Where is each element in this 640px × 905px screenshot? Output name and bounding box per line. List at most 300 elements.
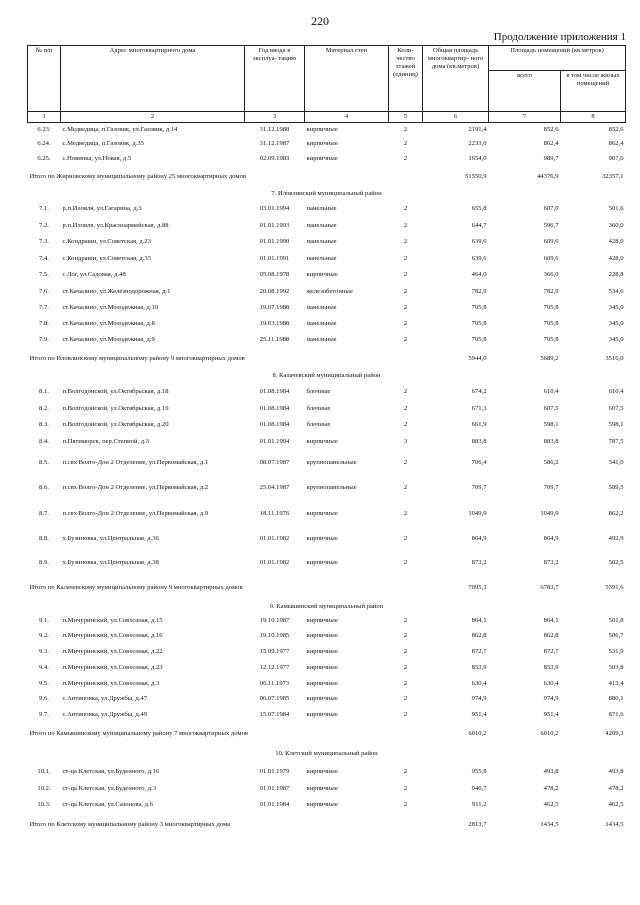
cell-area-all: 705,8 bbox=[543, 335, 559, 343]
total-label: Итого по Клетскому муниципальному району 3 многоквартирных дома bbox=[29, 821, 231, 829]
cell-year: 06.11.1973 bbox=[259, 679, 290, 687]
district-section-row bbox=[28, 745, 626, 763]
cell-year: 01.01.1982 bbox=[259, 534, 290, 542]
cell-total-area: 706,4 bbox=[471, 458, 487, 466]
table-row bbox=[28, 218, 626, 234]
cell-floors: 2 bbox=[403, 254, 408, 262]
cell-address: п.Волгодонской, ул.Октябрьская, д.19 bbox=[62, 404, 169, 412]
table-row bbox=[28, 551, 626, 575]
cell-floors: 2 bbox=[403, 710, 408, 718]
cell-total-area: 911,2 bbox=[471, 800, 487, 808]
cell-year: 19.10.1985 bbox=[259, 632, 290, 640]
cell-total-area: 1049,9 bbox=[468, 509, 487, 517]
cell-year: 18.11.1976 bbox=[259, 509, 290, 517]
cell-address: ст-ца Клетская, ул.Сазонова, д.6 bbox=[62, 800, 153, 808]
cell-area-all: 709,7 bbox=[543, 484, 559, 492]
table-row bbox=[28, 401, 626, 417]
table-row bbox=[28, 383, 626, 401]
table-row bbox=[28, 476, 626, 501]
cell-num: 10.1. bbox=[37, 767, 51, 775]
cell-address: ст-ца Клетская, ул.Буденного, д.3 bbox=[62, 784, 156, 792]
cell-area-all: 607,5 bbox=[543, 404, 559, 412]
col-number-4: 4 bbox=[305, 112, 389, 123]
cell-num: 9.2. bbox=[39, 632, 49, 640]
cell-area-all: 705,8 bbox=[543, 319, 559, 327]
table-row bbox=[28, 152, 626, 166]
cell-material: кирпичные bbox=[306, 710, 338, 718]
cell-address: п.свх Волго-Дон 2 Отделение, ул.Первомайская, д.1 bbox=[62, 458, 209, 466]
cell-address: р.п.Иловля, ул.Красноармейская, д.88 bbox=[62, 221, 169, 229]
cell-area-residential: 598,1 bbox=[608, 421, 624, 429]
cell-num: 9.3. bbox=[39, 647, 49, 655]
cell-total-area: 705,8 bbox=[471, 303, 487, 311]
cell-material: кирпичные bbox=[306, 125, 338, 133]
cell-total-area: 2191,4 bbox=[468, 125, 487, 133]
cell-year: 19.07.1988 bbox=[259, 303, 290, 311]
col-number-6: 6 bbox=[423, 112, 489, 123]
apartment-buildings-table bbox=[27, 45, 626, 837]
cell-address: с.Медведица, п.Газовик, д.35 bbox=[62, 140, 144, 148]
district-heading: 10. Клетский муниципальный район bbox=[275, 749, 378, 757]
cell-year: 15.09.1977 bbox=[259, 647, 290, 655]
district-total-row bbox=[28, 813, 626, 837]
cell-material: панельные bbox=[306, 335, 337, 343]
cell-area-all: 366,0 bbox=[543, 271, 559, 279]
cell-material: панельные bbox=[306, 205, 337, 213]
cell-area-all: 951,4 bbox=[543, 710, 559, 718]
cell-area-residential: 360,0 bbox=[608, 221, 624, 229]
cell-area-all: 462,5 bbox=[543, 800, 559, 808]
table-row bbox=[28, 692, 626, 707]
cell-material: крупнопанельные bbox=[306, 484, 357, 492]
cell-area-residential: 341,0 bbox=[608, 458, 624, 466]
cell-floors: 2 bbox=[403, 534, 408, 542]
cell-area-residential: 534,6 bbox=[608, 287, 624, 295]
cell-area-all: 782,9 bbox=[543, 287, 559, 295]
cell-area-residential: 228,8 bbox=[608, 271, 624, 279]
table-row bbox=[28, 434, 626, 450]
cell-year: 01.01.1984 bbox=[259, 800, 290, 808]
cell-total-area: 864,9 bbox=[471, 534, 487, 542]
cell-area-all: 478,2 bbox=[543, 784, 559, 792]
cell-num: 7.1. bbox=[39, 205, 49, 213]
cell-address: с.Новинка, ул.Новая, д.5 bbox=[62, 154, 132, 162]
district-section-row bbox=[28, 188, 626, 201]
cell-address: ст.Качалино, ул.Молодежная, д.10 bbox=[62, 303, 159, 311]
cell-year: 19.03.1988 bbox=[259, 319, 290, 327]
table-row bbox=[28, 417, 626, 434]
cell-total-area: 671,3 bbox=[471, 404, 487, 412]
cell-address: ст.Качалино, ул.Железнодорожная, д.1 bbox=[62, 287, 171, 295]
cell-area-residential: 531,9 bbox=[608, 647, 624, 655]
cell-total-area: 464,0 bbox=[471, 271, 487, 279]
cell-address: с.Антиповка, ул.Дружбы, д.47 bbox=[62, 695, 148, 703]
total-label: Итого по Калачевскому муниципальному району 9 многоквартирных домов bbox=[29, 584, 243, 592]
cell-area-residential: 345,0 bbox=[608, 319, 624, 327]
cell-floors: 3 bbox=[403, 437, 408, 445]
cell-floors: 2 bbox=[403, 238, 408, 246]
cell-num: 7.3. bbox=[39, 238, 49, 246]
cell-area-all: 873,2 bbox=[543, 558, 559, 566]
cell-total-area: 873,2 bbox=[471, 558, 487, 566]
cell-year: 01.08.1984 bbox=[259, 404, 290, 412]
cell-total-area: 864,1 bbox=[471, 616, 487, 624]
cell-material: кирпичные bbox=[306, 437, 338, 445]
district-heading: 7. Иловлинский муниципальный район bbox=[271, 190, 382, 198]
cell-floors: 2 bbox=[403, 679, 408, 687]
cell-total-area: 883,8 bbox=[471, 437, 487, 445]
cell-area-residential: 501,6 bbox=[608, 205, 624, 213]
table-row bbox=[28, 527, 626, 551]
cell-total-area: 862,8 bbox=[471, 632, 487, 640]
cell-floors: 2 bbox=[403, 335, 408, 343]
cell-year: 25.11.1988 bbox=[259, 335, 290, 343]
header-num: № п/п bbox=[28, 46, 61, 112]
cell-year: 02.09.1983 bbox=[259, 154, 290, 162]
cell-area-residential: 428,0 bbox=[608, 254, 624, 262]
cell-area-residential: 787,5 bbox=[608, 437, 624, 445]
cell-area-residential: 589,5 bbox=[608, 484, 624, 492]
table-row bbox=[28, 450, 626, 476]
cell-area-residential: 610,4 bbox=[608, 387, 624, 395]
cell-address: с.Кондраши, ул.Советская, д.23 bbox=[62, 238, 151, 246]
header-material: Материал стен bbox=[305, 46, 389, 112]
cell-area-residential: 871,6 bbox=[608, 710, 624, 718]
cell-num: 9.4. bbox=[39, 663, 49, 671]
total-area-all: 6783,7 bbox=[540, 584, 559, 592]
cell-area-all: 864,9 bbox=[543, 534, 559, 542]
cell-address: п.Мичуринский, ул.Совхозная, д.3 bbox=[62, 679, 160, 687]
cell-address: п.Мичуринский, ул.Совхозная, д.23 bbox=[62, 663, 163, 671]
cell-area-all: 609,6 bbox=[543, 238, 559, 246]
total-area: 7095,3 bbox=[468, 584, 487, 592]
cell-floors: 2 bbox=[403, 140, 408, 148]
table-row bbox=[28, 267, 626, 284]
cell-total-area: 674,2 bbox=[471, 387, 487, 395]
col-number-3: 3 bbox=[245, 112, 305, 123]
cell-floors: 2 bbox=[403, 205, 408, 213]
cell-area-all: 596,7 bbox=[543, 221, 559, 229]
cell-year: 01.01.1993 bbox=[259, 221, 290, 229]
cell-num: 6.23. bbox=[37, 125, 51, 133]
header-floors: Коли- чество этажей (единиц) bbox=[389, 46, 423, 112]
cell-total-area: 853,9 bbox=[471, 663, 487, 671]
cell-address: с.Медведица, п.Газовик, ул.Газовик, д.14 bbox=[62, 125, 178, 133]
cell-area-residential: 502,5 bbox=[608, 558, 624, 566]
table-row bbox=[28, 676, 626, 692]
cell-floors: 2 bbox=[403, 509, 408, 517]
cell-area-residential: 413,4 bbox=[608, 679, 624, 687]
cell-num: 8.9. bbox=[39, 558, 49, 566]
cell-material: кирпичные bbox=[306, 534, 338, 542]
cell-material: крупнопанельные bbox=[306, 458, 357, 466]
cell-total-area: 955,8 bbox=[471, 767, 487, 775]
table-row bbox=[28, 797, 626, 813]
cell-num: 9.7. bbox=[39, 710, 49, 718]
cell-material: кирпичные bbox=[306, 154, 338, 162]
total-label: Итого по Жирновскому муниципальному району 25 многоквартирных домов bbox=[29, 173, 246, 181]
cell-material: панельные bbox=[306, 238, 337, 246]
table-row bbox=[28, 613, 626, 629]
cell-floors: 2 bbox=[403, 319, 408, 327]
total-area: 51550,9 bbox=[465, 173, 487, 181]
table-row bbox=[28, 316, 626, 332]
cell-year: 31.12.1987 bbox=[259, 140, 290, 148]
cell-area-residential: 852,6 bbox=[608, 125, 624, 133]
cell-address: х.Бузиновка, ул.Центральная, д.38 bbox=[62, 558, 159, 566]
cell-num: 8.5. bbox=[39, 458, 49, 466]
cell-material: панельные bbox=[306, 303, 337, 311]
cell-address: ст.Качалино, ул.Молодежная, д.8 bbox=[62, 319, 155, 327]
cell-area-all: 607,0 bbox=[543, 205, 559, 213]
cell-floors: 2 bbox=[403, 484, 408, 492]
cell-year: 03.01.1994 bbox=[259, 205, 290, 213]
cell-area-all: 493,8 bbox=[543, 767, 559, 775]
cell-year: 20.08.1992 bbox=[259, 287, 290, 295]
cell-floors: 2 bbox=[403, 404, 408, 412]
cell-num: 7.8. bbox=[39, 319, 49, 327]
cell-area-residential: 462,5 bbox=[608, 800, 624, 808]
cell-area-all: 862,8 bbox=[543, 632, 559, 640]
cell-total-area: 644,7 bbox=[471, 221, 487, 229]
table-row bbox=[28, 234, 626, 251]
cell-year: 01.01.1990 bbox=[259, 238, 290, 246]
total-area-all: 5689,2 bbox=[540, 355, 559, 363]
cell-area-all: 705,8 bbox=[543, 303, 559, 311]
cell-area-all: 1049,9 bbox=[540, 509, 559, 517]
cell-total-area: 951,4 bbox=[471, 710, 487, 718]
cell-year: 05.08.1978 bbox=[259, 271, 290, 279]
total-area-residential: 5391,6 bbox=[605, 584, 624, 592]
total-area-all: 6010,2 bbox=[540, 730, 559, 738]
header-all: всего bbox=[489, 71, 561, 112]
col-number-8: 8 bbox=[561, 112, 626, 123]
district-section-row bbox=[28, 370, 626, 383]
table-row bbox=[28, 251, 626, 267]
cell-floors: 2 bbox=[403, 784, 408, 792]
cell-area-residential: 492,9 bbox=[608, 534, 624, 542]
cell-total-area: 705,8 bbox=[471, 335, 487, 343]
cell-num: 10.2. bbox=[37, 784, 51, 792]
cell-year: 08.07.1987 bbox=[259, 458, 290, 466]
cell-address: п.Волгодонской, ул.Октябрьская, д.20 bbox=[62, 421, 169, 429]
cell-total-area: 639,6 bbox=[471, 254, 487, 262]
cell-address: с.Кондраши, ул.Советская, д.33 bbox=[62, 254, 151, 262]
cell-area-all: 609,6 bbox=[543, 254, 559, 262]
cell-total-area: 1654,0 bbox=[468, 154, 487, 162]
cell-area-residential: 503,8 bbox=[608, 663, 624, 671]
table-row bbox=[28, 332, 626, 348]
cell-area-residential: 880,1 bbox=[608, 695, 624, 703]
cell-num: 8.2. bbox=[39, 404, 49, 412]
cell-num: 9.5. bbox=[39, 679, 49, 687]
cell-area-all: 974,9 bbox=[543, 695, 559, 703]
cell-address: р.п.Иловля, ул.Гагарина, д.3 bbox=[62, 205, 142, 213]
district-heading: 8. Калачевский муниципальный район bbox=[272, 372, 381, 380]
cell-area-all: 853,9 bbox=[543, 663, 559, 671]
cell-material: кирпичные bbox=[306, 679, 338, 687]
header-residential: в том числе жилых помещений bbox=[561, 71, 626, 112]
total-area: 2813,7 bbox=[468, 821, 487, 829]
total-area-residential: 4209,3 bbox=[605, 730, 624, 738]
cell-year: 01.01.1994 bbox=[259, 437, 290, 445]
cell-total-area: 705,8 bbox=[471, 319, 487, 327]
total-area-residential: 3516,0 bbox=[605, 355, 624, 363]
cell-address: с.Лог, ул.Садовая, д.48 bbox=[62, 271, 126, 279]
col-number-7: 7 bbox=[489, 112, 561, 123]
cell-area-all: 598,1 bbox=[543, 421, 559, 429]
cell-material: кирпичные bbox=[306, 784, 338, 792]
cell-total-area: 709,7 bbox=[471, 484, 487, 492]
cell-floors: 2 bbox=[403, 287, 408, 295]
col-number-2: 2 bbox=[61, 112, 245, 123]
cell-year: 19.10.1987 bbox=[259, 616, 290, 624]
cell-total-area: 946,7 bbox=[471, 784, 487, 792]
cell-num: 6.25. bbox=[37, 154, 51, 162]
cell-floors: 2 bbox=[403, 767, 408, 775]
cell-year: 01.01.1982 bbox=[259, 558, 290, 566]
cell-num: 8.1. bbox=[39, 387, 49, 395]
cell-floors: 2 bbox=[403, 303, 408, 311]
cell-num: 8.3. bbox=[39, 421, 49, 429]
cell-area-residential: 493,8 bbox=[608, 767, 624, 775]
cell-total-area: 630,4 bbox=[471, 679, 487, 687]
cell-material: блочные bbox=[306, 387, 331, 395]
cell-floors: 2 bbox=[403, 558, 408, 566]
cell-area-all: 610,4 bbox=[543, 387, 559, 395]
district-total-row bbox=[28, 166, 626, 188]
cell-year: 15.07.1984 bbox=[259, 710, 290, 718]
col-number-5: 5 bbox=[389, 112, 423, 123]
district-total-row bbox=[28, 575, 626, 601]
cell-area-all: 586,2 bbox=[543, 458, 559, 466]
cell-material: кирпичные bbox=[306, 647, 338, 655]
cell-area-residential: 506,7 bbox=[608, 632, 624, 640]
cell-address: п.Мичуринский, ул.Совхозная, д.15 bbox=[62, 616, 163, 624]
cell-area-residential: 862,4 bbox=[608, 140, 624, 148]
cell-num: 8.8. bbox=[39, 534, 49, 542]
cell-num: 8.4. bbox=[39, 437, 49, 445]
cell-address: п.Пятиморск, пер.Степной, д.3 bbox=[62, 437, 150, 445]
cell-year: 25.04.1987 bbox=[259, 484, 290, 492]
cell-area-all: 883,8 bbox=[543, 437, 559, 445]
table-row bbox=[28, 781, 626, 797]
table-row bbox=[28, 137, 626, 152]
cell-address: ст-ца Клетская, ул.Буденного, д.16 bbox=[62, 767, 160, 775]
total-area-all: 1434,5 bbox=[540, 821, 559, 829]
cell-num: 8.6. bbox=[39, 484, 49, 492]
cell-year: 01.08.1984 bbox=[259, 387, 290, 395]
cell-year: 01.08.1984 bbox=[259, 421, 290, 429]
cell-address: п.Мичуринский, ул.Совхозная, д.16 bbox=[62, 632, 163, 640]
cell-year: 31.12.1988 bbox=[259, 125, 290, 133]
cell-area-all: 862,4 bbox=[543, 140, 559, 148]
table-row bbox=[28, 201, 626, 218]
cell-floors: 2 bbox=[403, 125, 408, 133]
cell-material: кирпичные bbox=[306, 800, 338, 808]
cell-num: 7.5. bbox=[39, 271, 49, 279]
cell-material: кирпичные bbox=[306, 632, 338, 640]
cell-material: кирпичные bbox=[306, 140, 338, 148]
cell-num: 7.2. bbox=[39, 221, 49, 229]
table-row bbox=[28, 501, 626, 527]
cell-area-residential: 501,8 bbox=[608, 616, 624, 624]
table-body bbox=[28, 123, 626, 837]
cell-material: кирпичные bbox=[306, 695, 338, 703]
cell-floors: 2 bbox=[403, 271, 408, 279]
cell-area-residential: 862,2 bbox=[608, 509, 624, 517]
table-row bbox=[28, 707, 626, 723]
cell-area-all: 864,1 bbox=[543, 616, 559, 624]
cell-material: панельные bbox=[306, 221, 337, 229]
table-row bbox=[28, 629, 626, 644]
cell-area-residential: 428,0 bbox=[608, 238, 624, 246]
cell-floors: 2 bbox=[403, 421, 408, 429]
cell-floors: 2 bbox=[403, 632, 408, 640]
table-row bbox=[28, 763, 626, 781]
cell-num: 9.1. bbox=[39, 616, 49, 624]
district-total-row bbox=[28, 348, 626, 370]
cell-num: 7.9. bbox=[39, 335, 49, 343]
col-number-1: 1 bbox=[28, 112, 61, 123]
district-total-row bbox=[28, 723, 626, 745]
table-row bbox=[28, 300, 626, 316]
total-label: Итого по Иловлинскому муниципальному району 9 многоквартирных домов bbox=[29, 355, 245, 363]
cell-floors: 2 bbox=[403, 616, 408, 624]
cell-material: блочные bbox=[306, 404, 331, 412]
cell-address: п.свх Волго-Дон 2 Отделение, ул.Первомайская, д.9 bbox=[62, 509, 209, 517]
cell-floors: 2 bbox=[403, 695, 408, 703]
cell-address: ст.Качалино, ул.Молодежная, д.9 bbox=[62, 335, 155, 343]
cell-material: кирпичные bbox=[306, 616, 338, 624]
cell-material: панельные bbox=[306, 319, 337, 327]
cell-num: 8.7. bbox=[39, 509, 49, 517]
cell-total-area: 872,7 bbox=[471, 647, 487, 655]
cell-address: п.Мичуринский, ул.Совхозная, д.22 bbox=[62, 647, 163, 655]
cell-material: кирпичные bbox=[306, 271, 338, 279]
cell-total-area: 661,9 bbox=[471, 421, 487, 429]
cell-year: 01.01.1991 bbox=[259, 254, 290, 262]
cell-area-residential: 345,0 bbox=[608, 303, 624, 311]
cell-year: 01.01.1987 bbox=[259, 784, 290, 792]
cell-area-all: 852,6 bbox=[543, 125, 559, 133]
cell-material: панельные bbox=[306, 254, 337, 262]
cell-num: 10.3. bbox=[37, 800, 51, 808]
cell-floors: 2 bbox=[403, 387, 408, 395]
cell-material: железобетонные bbox=[306, 287, 353, 295]
cell-floors: 2 bbox=[403, 458, 408, 466]
header-address: Адрес многоквартирного дома bbox=[61, 46, 245, 112]
cell-floors: 2 bbox=[403, 663, 408, 671]
total-area: 6010,2 bbox=[468, 730, 487, 738]
header-year: Год ввода в эксплуа- тацию bbox=[245, 46, 305, 112]
cell-num: 6.24. bbox=[37, 140, 51, 148]
cell-total-area: 974,9 bbox=[471, 695, 487, 703]
appendix-continuation: Продолжение приложения 1 bbox=[493, 31, 626, 43]
cell-floors: 2 bbox=[403, 647, 408, 655]
cell-num: 7.7. bbox=[39, 303, 49, 311]
cell-total-area: 655,8 bbox=[471, 205, 487, 213]
cell-floors: 2 bbox=[403, 221, 408, 229]
cell-num: 9.6. bbox=[39, 695, 49, 703]
total-area-all: 44376,9 bbox=[537, 173, 559, 181]
cell-year: 01.01.1979 bbox=[259, 767, 290, 775]
cell-area-all: 872,7 bbox=[543, 647, 559, 655]
cell-area-residential: 478,2 bbox=[608, 784, 624, 792]
cell-area-all: 630,4 bbox=[543, 679, 559, 687]
table-header bbox=[28, 46, 626, 123]
cell-area-residential: 607,5 bbox=[608, 404, 624, 412]
